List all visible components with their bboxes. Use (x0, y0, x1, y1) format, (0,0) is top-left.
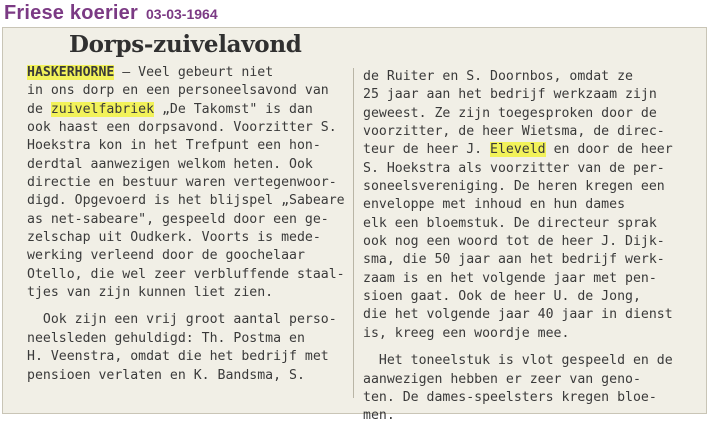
article-line: digd. Opgevoerd is het blijspel „Sabeare (27, 193, 345, 209)
article-line: de Ruiter en S. Doornbos, omdat ze (363, 69, 633, 84)
publication-date: 03-03-1964 (146, 6, 218, 22)
article-line: Otello, die wel zeer verbluffende staal- (27, 266, 345, 282)
source-header (4, 2, 218, 26)
article-line: Hoekstra kon in het Trefpunt een hon- (27, 138, 321, 154)
article-column-left (27, 64, 345, 385)
article-line: enveloppe met inhoud en hun dames (363, 197, 626, 213)
newspaper-clipping (2, 27, 707, 424)
article-line: geweest. Ze zijn toegesproken door de (363, 105, 657, 121)
newspaper-title: Friese koerier (4, 2, 138, 24)
highlighted-word: Eleveld (490, 142, 546, 158)
highlighted-word: HASKERHORNE (27, 65, 115, 80)
article-line: werking verleend door de goochelaar (27, 248, 305, 264)
article-line: sioen gaat. Ook de heer U. de Jong, (363, 289, 641, 305)
article-line: die het volgende jaar 40 jaar in dienst (363, 307, 673, 323)
article-line: S. Hoekstra als voorzitter van de per- (363, 160, 665, 176)
article-line: H. Veenstra, omdat die het bedrijf met (27, 349, 329, 365)
article-line: ook haast een dorpsavond. Voorzitter S. (27, 120, 337, 136)
article-line: HASKERHORNE — Veel gebeurt niet (27, 65, 274, 80)
article-line: sma, die 50 jaar aan het bedrijf werk- (363, 252, 665, 268)
article-line: aanwezigen hebben er zeer van geno- (363, 371, 641, 387)
article-line: 25 jaar aan het bedrijf werkzaam zijn (363, 87, 657, 103)
article-line: teur de heer J. Eleveld en door de heer (363, 142, 673, 158)
article-column-right (363, 68, 673, 426)
article-line: ten. De dames-speelsters kregen bloe- (363, 389, 657, 405)
article-line: soneelsvereniging. De heren kregen een (363, 179, 665, 195)
article-line: zaam is en het volgende jaar met pen- (363, 270, 657, 286)
article-line: derdtal aanwezigen welkom heten. Ook (27, 156, 313, 172)
article-headline: Dorps-zuivelavond (69, 31, 302, 58)
article-line: is, kreeg een woordje mee. (363, 325, 570, 341)
paragraph-gap (363, 343, 673, 352)
article-line: elk een bloemstuk. De directeur sprak (363, 215, 657, 231)
article-line: Het toneelstuk is vlot gespeeld en de (363, 353, 673, 369)
article-line: neelsleden gehuldigd: Th. Postma en (27, 330, 305, 346)
article-line: voorzitter, de heer Wietsma, de direc- (363, 124, 665, 140)
article-line: Ook zijn een vrij groot aantal perso- (27, 312, 337, 328)
highlighted-word: zuivelfabriek (50, 101, 155, 117)
article-line: de zuivelfabriek „De Takomst" is dan (27, 101, 313, 117)
column-divider (353, 68, 354, 398)
article-line: tjes van zijn kunnen liet zien. (27, 285, 274, 301)
paragraph-gap (27, 302, 345, 311)
article-line: in ons dorp en een personeelsavond van (27, 83, 329, 99)
article-line: zelschap uit Oudkerk. Voorts is mede- (27, 230, 321, 246)
article-line: men. (363, 408, 395, 424)
article-line: directie en bestuur waren vertegenwoor- (27, 175, 337, 191)
article-line: ook nog een woord tot de heer J. Dijk- (363, 234, 665, 250)
article-line: pensioen verlaten en K. Bandsma, S. (27, 367, 305, 383)
article-line: as net-sabeare", gespeeld door een ge- (27, 211, 329, 227)
